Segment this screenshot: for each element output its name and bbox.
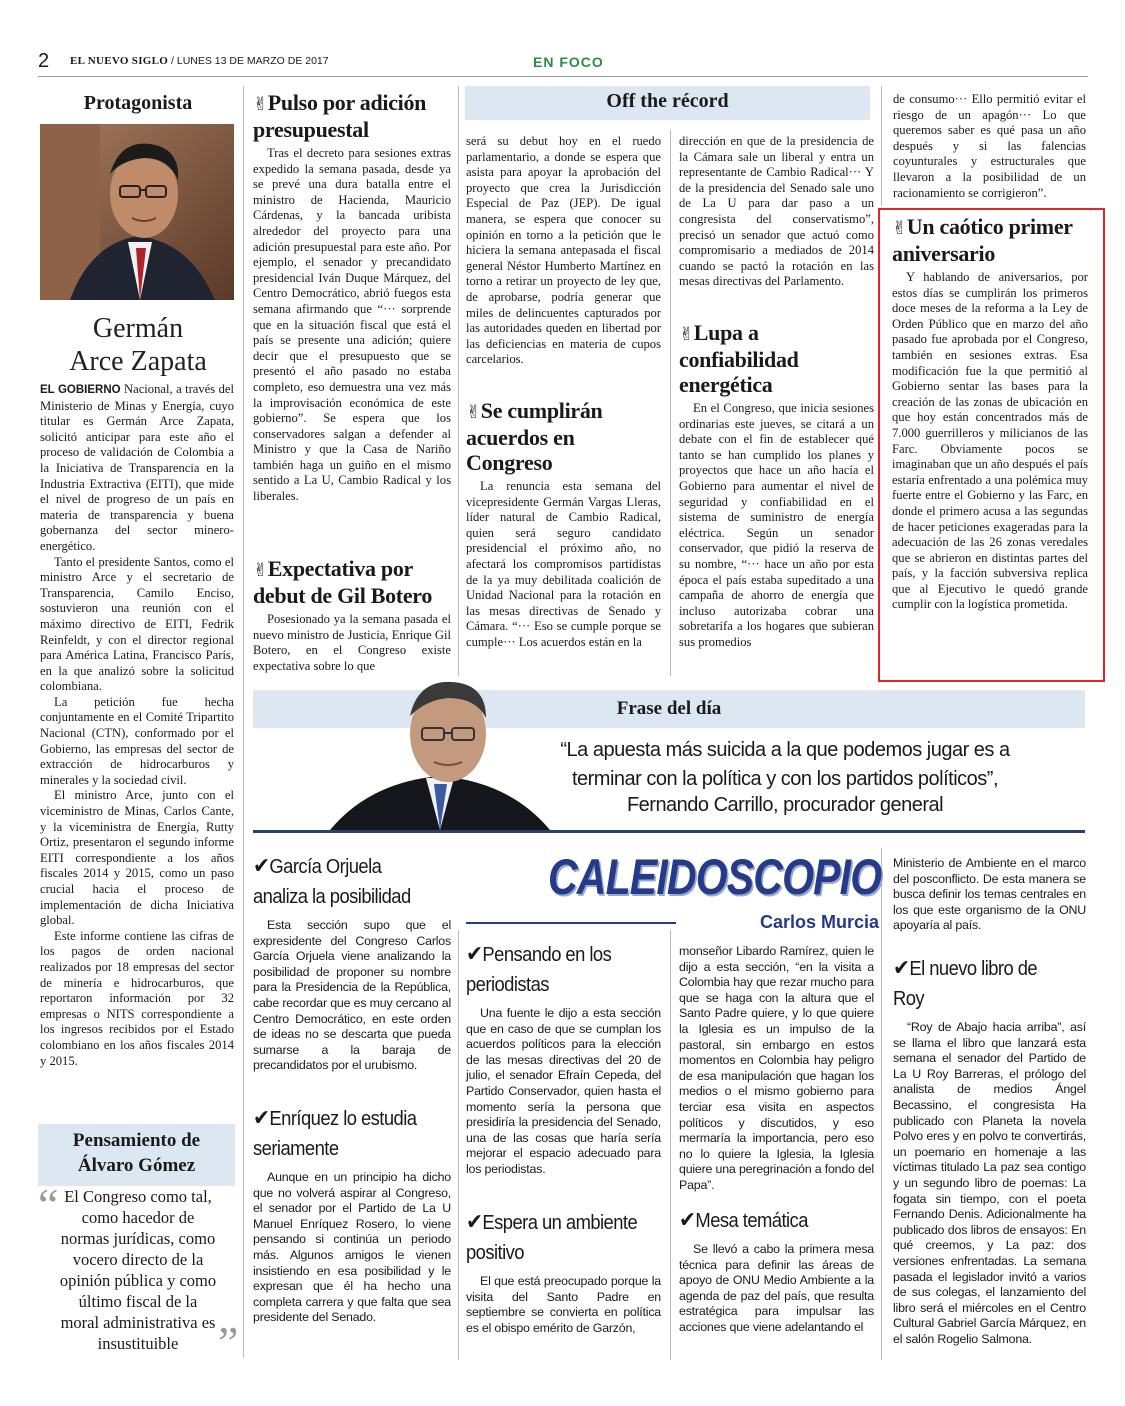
frase-quote: “La apuesta más suicida a la que podemos jugar es a terminar con la política y con los partidos políticos”,: [560, 739, 1010, 790]
header-divider: [38, 76, 1088, 77]
page-number: 2: [38, 50, 50, 72]
garcia-body: Esta sección supo que el expresidente del Congreso Carlos García Orjuela viene analizando la posibilidad de proponer su nombre para la Presidencia de la República, cabe recordar que es muy cercano al Centro Democrático, en este orden de ideas no se descarta que pueda sumarse a la baraja de precandidatos por el urubismo.: [253, 918, 451, 1073]
victory-hand-icon: ✌: [892, 218, 907, 239]
column-divider: [881, 86, 882, 206]
expectativa-body: Posesionado ya la semana pasada el nuevo ministro de Justicia, Enrique Gil Botero, en el Congreso existe expectativa sobre lo que: [253, 612, 451, 673]
acuerdos-body: La renuncia esta semana del vicepresidente Germán Vargas Lleras, líder natural de Cambio Radical, quien será seguro candidato presidencial el próximo año, no afectará los compromisos partidistas de la ya muy debilitada coalición de Unidad Nacional para la rotación en las mesas directivas de Senado y Cámara. “··· Eso se cumple porque se cumple··· Los acuerdos están en la: [466, 479, 661, 649]
ambiente-body: El que está preocupado porque la visita del Santo Padre en septiembre se convierta en política es el obispo emérito de Garzón,: [466, 1274, 661, 1335]
caleidoscopio-col3: monseñor Libardo Ramírez, quien le dijo a esta sección, “en la visita a Colombia hay que rezar mucho para que se haga con la altura que el Santo Padre quiere, y lo que quiere la Iglesia es un impulso de la pastoral, sin embargo en estos momentos en Colombia hay peligro de esa manipulación que hagan los medios o el mismo gobierno para terciar esa visita en aspectos políticos y discutidos, y eso mermaría la importancia, pero eso no lo quiere la Iglesia, la Iglesia quiere una peregrinación a fondo del Papa”.: [679, 944, 874, 1192]
fernando-carrillo-photo: [330, 672, 550, 830]
check-icon: ✔: [679, 1208, 696, 1233]
check-icon: ✔: [253, 1106, 270, 1131]
column-divider: [458, 930, 459, 1360]
masthead: [70, 55, 329, 67]
protagonista-label: Protagonista: [83, 92, 193, 114]
garcia-article: [253, 852, 451, 1074]
protagonista-name: Germán Arce Zapata: [69, 313, 207, 377]
mesa-article: [679, 1206, 874, 1336]
caleidoscopio-title: CALEIDOSCOPIO: [548, 849, 882, 905]
off-record-col2: dirección en que de la presidencia de la Cámara sale un liberal y entra un representante de Cambio Radical··· Y de la presidencia del Senado sale uno de La U para dar paso a un congresista del conservatismo”, precisó un senador que actuó como compromisario a mediados de 2014 cuando se pactó la rotación en las mesas directivas del Parlamento.: [679, 134, 874, 289]
frase-author: Fernando Carrillo, procurador general: [626, 794, 944, 816]
pensamiento-title: Pensamiento de Álvaro Gómez: [72, 1130, 201, 1176]
libro-headline: ✔El nuevo libro de Roy: [893, 956, 1038, 1010]
lupa-body: En el Congreso, que inicia sesiones ordinarias este jueves, se citará a un debate con el fin de establecer qué tanto se han cumplido los planes y proyectos que hace un año hacía el Gobierno para aumentar el nivel de seguridad y confiabilidad en el sistema de suministro de energía eléctrica. Según un senador conservador, que pidió la reserva de su nombre, “··· hace un año por esta época el país estaba supeditado a una campaña de ahorro de energía que incluso autorizaba cobrar una sobretarifa a los hogares que subieran sus promedios: [679, 401, 874, 649]
check-icon: ✔: [893, 956, 910, 981]
pensamiento-quote: El Congreso como tal, como hacedor de normas jurídicas, como vocero directo de la opinión pública y como último fiscal de la moral administrativa es insustituible: [59, 1187, 217, 1353]
victory-hand-icon: ✌: [466, 402, 481, 423]
caotico-body: Y hablando de aniversarios, por estos días se cumplirán los primeros doce meses de la reforma a la Ley de Orden Público que en marzo del año pasado fue aprobada por el Congreso, también en sesiones extras. Esa modificación fue la que permitió al Gobierno sentar las bases para la creación de las zonas de ubicación en que hoy están concentrados más de 7.000 guerrilleros y milicianos de las Farc. Obviamente pocos se imaginaban que un año después el país estaría enfrentado a una polémica muy fuerte entre el Gobierno y las Farc, en donde el primero acusa a las segundas de hacer peticiones exageradas para la adecuación de las 26 zonas veredales que se abrieron en distintas partes del país, y la facción subversiva replica que al Ejecutivo le quedó grande cumplir con la logística prometida.: [892, 270, 1088, 612]
victory-hand-icon: ✌: [679, 324, 694, 345]
enriquez-headline: ✔Enríquez lo estudia seriamente: [253, 1106, 417, 1160]
ambiente-headline: ✔Espera un ambiente positivo: [466, 1210, 638, 1264]
frase-title: Frase del día: [616, 698, 722, 719]
mesa-headline: ✔Mesa temática: [679, 1208, 808, 1233]
protagonista-article: EL GOBIERNO Nacional, a través del Ministerio de Minas y Energía, cuyo titular es Germán Arce Zapata, solicitó anticipar para este año el proceso de validación de Colombia a la Iniciativa de Transparencia en la Industria Extractiva (EITI), que mide el nivel de progreso de un país en materia de transparencia y buena gobernanza del sector minero-energético. Tanto el presidente Santos, como el ministro Arce y el secretario de Transparencia, Camilo Enciso, sostuvieron una reunión con el máximo directivo de EITI, Fedrik Reinfeldt, y con el director regional para América Latina, Francisco París, en la que analizó sobre la solicitud colombiana. La petición fue hecha conjuntamente en el Comité Tripartito Nacional (CTN), conformado por el Gobierno, las empresas del sector de extracción de hidrocarburos y minerales y la sociedad civil. El ministro Arce, junto con el viceministro de Minas, Carlos Cante, y la viceministra de Energía, Rutty Ortiz, presentaron el segundo informe EITI correspondiente a los años fiscales 2014 y 2015, como un paso crucial hacia el proceso de implementación de dicha Iniciativa global. Este informe contiene las cifras de los pagos de orden nacional realizados por 18 empresas del sector de minería e hidrocarburos, que reportaron información por 32 empresas o NITS correspondiente a los ingresos recibidos por el Estado colombiano en los años fiscales 2014 y 2015.: [40, 382, 234, 1068]
check-icon: ✔: [466, 942, 483, 967]
periodistas-body: Una fuente le dijo a esta sección que en caso de que se cumplan los acuerdos políticos para la elección de las mesas directivas del 20 de julio, el senador Efraín Cepeda, del Partido Conservador, quien hasta el momento sería la persona que presidiría la presidencia del Senado, una de las cosas que haría sería mejorar el espacio adecuado para los periodistas.: [466, 1006, 661, 1176]
lead-in: EL GOBIERNO: [40, 384, 121, 396]
expectativa-article: [253, 556, 451, 674]
pulso-body: Tras el decreto para sesiones extras expedido la semana pasada, desde ya se prevé una dura batalla entre el ministro de Hacienda, Mauricio Cárdenas, y la bancada uribista alrededor del proyecto para una adición presupuestal para este año. Por ejemplo, el senador y precandidato presidencial Iván Duque Márquez, del Centro Democrático, abrió fuegos esta semana afirmando que “··· sorprende que en la situación fiscal que está el país se presente una adición; quiere decir que el presupuesto que se presentó el año pasado no estaba completo, eso demuestra una vez más la improvisación económica de este gobierno”. Se espera que los conservadores salgan a defender al Ministro y que la Casa de Nariño también haga un guiño en el mismo sentido a La U, Cambio Radical y los liberales.: [253, 146, 451, 504]
close-quote-icon: ”: [218, 1317, 239, 1368]
acuerdos-article: [466, 398, 661, 651]
check-icon: ✔: [466, 1210, 483, 1235]
enriquez-body: Aunque en un principio ha dicho que no volverá aspirar al Congreso, el senador por el Partido de La U Manuel Enríquez Rosero, lo viene pensando si continúa un periodo más. Algunos amigos le vienen insistiendo en esa posibilidad y le expresan que él ha hecho una completa carrera y que falta que sea presidente del Senado.: [253, 1170, 451, 1325]
issue-date: / LUNES 13 DE MARZO DE 2017: [171, 55, 329, 67]
column-divider: [670, 130, 671, 676]
pulso-headline: ✌Pulso por adición presupuestal: [253, 90, 427, 142]
libro-article: [893, 954, 1086, 1347]
periodistas-article: [466, 940, 661, 1178]
german-arce-photo: [40, 124, 234, 300]
frase-divider: [253, 830, 1085, 833]
caotico-headline: ✌Un caótico primer aniversario: [892, 214, 1073, 266]
column-divider: [670, 930, 671, 1360]
caleidoscopio-rule: [466, 922, 676, 924]
garcia-headline: ✔García Orjuela analiza la posibilidad: [253, 854, 411, 908]
expectativa-headline: ✌Expectativa por debut de Gil Botero: [253, 556, 433, 608]
periodistas-headline: ✔Pensando en los periodistas: [466, 942, 612, 996]
section-tag: EN FOCO: [533, 54, 604, 70]
column-divider: [458, 86, 459, 676]
victory-hand-icon: ✌: [253, 94, 268, 115]
check-icon: ✔: [253, 854, 270, 879]
ambiente-article: [466, 1208, 661, 1336]
lupa-headline: ✌Lupa a confiabilidad energética: [679, 320, 799, 397]
caleidoscopio-col4: Ministerio de Ambiente en el marco del posconflicto. De esta manera se busca definir los temas centrales en los que este organismo de la ONU apoyaría al país.: [893, 856, 1086, 933]
paper-name: EL NUEVO SIGLO: [70, 55, 169, 67]
caleidoscopio-author: Carlos Murcia: [760, 912, 880, 932]
lupa-article: [679, 320, 874, 651]
off-record-col1: será su debut hoy en el ruedo parlamentario, a donde se espera que asista para apoyar la aprobación del proyecto que crea la Jurisdicción Especial de Paz (JEP). De igual manera, se espera que conocer su opinión en torno a la petición que le hiciera la semana antepasada el fiscal general Néstor Humberto Martínez en torno a retirar un proyecto de ley que, de aprobarse, podría generar que miles de delincuentes capturados por las autoridades queden en libertad por las deficiencias en materia de cupos carcelarios.: [466, 134, 661, 367]
libro-body: “Roy de Abajo hacia arriba”, así se llama el libro que lanzará esta semana el senador del Partido de La U Roy Barreras, el prólogo del analista de medios Ángel Becassino, el congresista Ha publicado con Planeta la novela Polvo eres y en polvo te convertirás, un poemario en homenaje a las víctimas titulado La paz sea contigo y un segundo libro de poemas: La fogata sin tiempo, con el poeta Fernando Denis. Adicionalmente ha publicado dos libros de ensayos: En qué creemos, y La paz: dos versiones enfrentadas. La semana pasada el legislador invitó a varios de sus colegas, el lanzamiento del libro será el miércoles en el Centro Cultural Gabriel García Márquez, en el salón Rogelio Salmona.: [893, 1020, 1086, 1346]
open-quote-icon: “: [38, 1179, 59, 1230]
off-record-title: Off the récord: [465, 86, 870, 120]
column-divider: [881, 848, 882, 1360]
acuerdos-headline: ✌Se cumplirán acuerdos en Congreso: [466, 398, 603, 475]
column-divider: [243, 86, 244, 1358]
pulso-article: [253, 90, 451, 505]
enriquez-article: [253, 1104, 451, 1326]
caotico-article: [892, 214, 1088, 613]
victory-hand-icon: ✌: [253, 560, 268, 581]
mesa-body: Se llevó a cabo la primera mesa técnica para definir las áreas de apoyo de ONU Medio Ambiente a la agenda de paz del país, que resulta estratégica para impulsar las acciones que viene adelantando el: [679, 1242, 874, 1334]
off-record-col3: de consumo··· Ello permitió evitar el riesgo de un apagón··· Lo que queremos saber es qué pasa un año después y si las falencias coyunturales y estructurales que llevaron a la posibilidad de un racionamiento se corrigieron”.: [893, 92, 1086, 200]
